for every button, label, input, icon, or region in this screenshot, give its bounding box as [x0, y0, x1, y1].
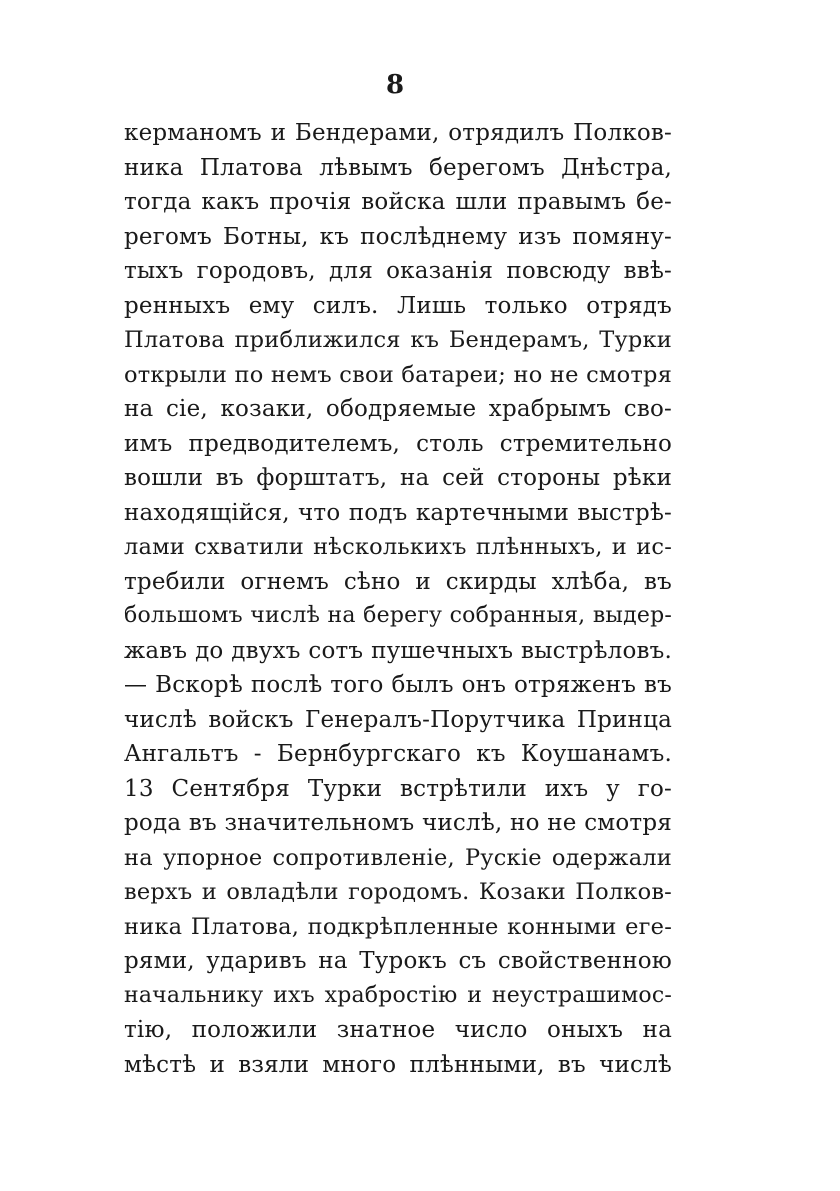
text-line: Ангальтъ - Бернбургскаго къ Коушанамъ. [124, 741, 672, 767]
text-line: большомъ числѣ на берегу собранныя, выдер- [124, 603, 672, 628]
text-line: мѣстѣ и взяли много плѣнными, въ числѣ [124, 1051, 672, 1078]
text-line: жавъ до двухъ сотъ пушечныхъ выстрѣловъ. [124, 637, 672, 664]
text-line: — Вскорѣ послѣ того былъ онъ отряженъ въ [124, 672, 672, 698]
text-line: тію, положили знатное число оныхъ на [124, 1017, 672, 1043]
text-line: числѣ войскъ Генералъ-Порутчика Принца [124, 706, 672, 733]
text-line: верхъ и овладѣли городомъ. Козаки Полков- [124, 879, 672, 905]
text-line: открыли по немъ свои батареи; но не смотря [124, 361, 672, 388]
text-line: ника Платова лѣвымъ берегомъ Днѣстра, [124, 154, 672, 181]
text-line: требили огнемъ сѣно и скирды хлѣба, въ [124, 568, 672, 595]
text-line: Платова приближился къ Бендерамъ, Турки [124, 327, 672, 353]
text-line: имъ предводителемъ, столь стремительно [124, 430, 672, 457]
text-line: вошли въ форштатъ, на сей стороны рѣки [124, 465, 672, 491]
text-line: 13 Сентября Турки встрѣтили ихъ у го- [124, 775, 672, 802]
text-line: ника Платова, подкрѣпленные конными еге- [124, 913, 672, 940]
text-line: на упорное сопротивленіе, Рускіе одержали [124, 844, 672, 871]
text-line: на сіе, козаки, ободряемые храбрымъ сво- [124, 396, 672, 422]
text-line: находящійся, что подъ картечными выстрѣ- [124, 499, 672, 526]
text-line: лами схватили нѣсколькихъ плѣнныхъ, и ис- [124, 534, 672, 560]
body-text [124, 116, 672, 1082]
text-line: ренныхъ ему силъ. Лишь только отрядъ [124, 292, 672, 319]
text-line: керманомъ и Бендерами, отрядилъ Полков- [124, 120, 672, 146]
text-line: начальнику ихъ храбростію и неустрашимос- [124, 982, 672, 1008]
text-line: тогда какъ прочія войска шли правымъ бе- [124, 189, 672, 215]
text-line: тыхъ городовъ, для оказанія повсюду ввѣ- [124, 258, 672, 284]
text-line: рями, ударивъ на Турокъ съ свойственною [124, 948, 672, 974]
text-line: рода въ значительномъ числѣ, но не смотря [124, 810, 672, 836]
page-number: 8 [385, 70, 405, 100]
text-line: регомъ Ботны, къ послѣднему изъ помяну- [124, 223, 672, 250]
